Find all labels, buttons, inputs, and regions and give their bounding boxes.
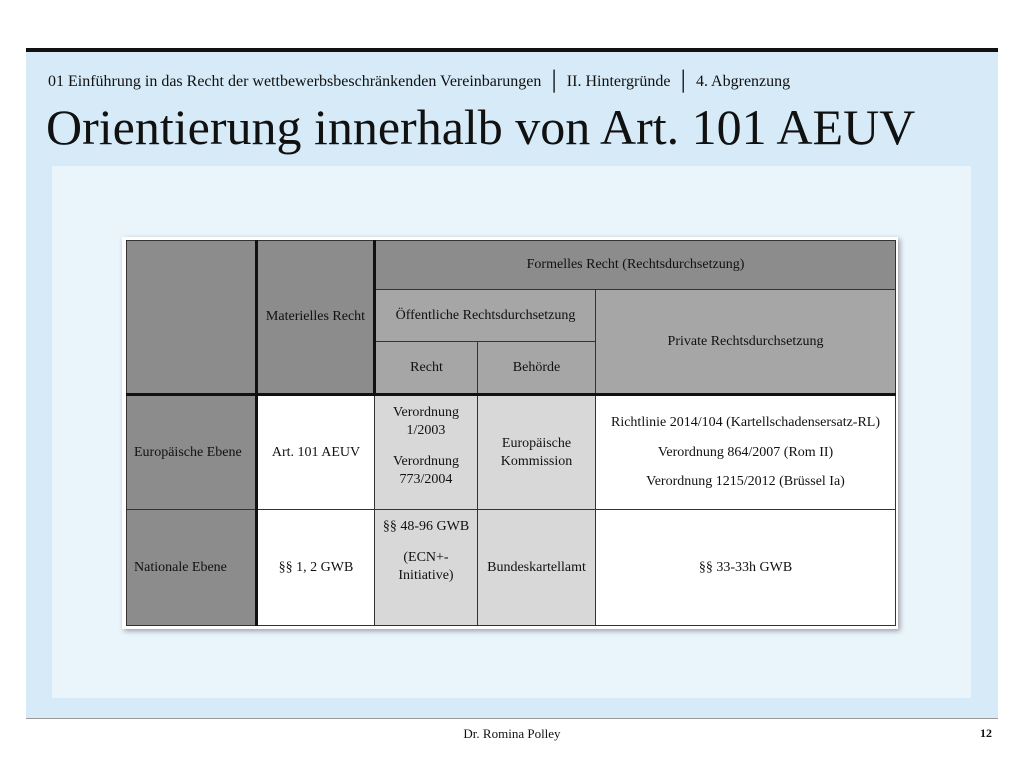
row-label-europaeische-ebene: Europäische Ebene xyxy=(127,395,257,509)
behoerde-eu: Europäische Kommission xyxy=(478,395,596,509)
recht-national-gwb: §§ 48-96 GWB xyxy=(382,518,470,534)
private-rechtsdurchsetzung-national: §§ 33-33h GWB xyxy=(596,509,896,625)
top-divider xyxy=(26,48,998,52)
privat-eu-rom-ii: Verordnung 864/2007 (Rom II) xyxy=(657,444,834,460)
breadcrumb-separator: │ xyxy=(547,71,561,92)
overview-table-frame xyxy=(122,237,898,629)
page-number: 12 xyxy=(980,726,992,740)
recht-national-ecn: (ECN+-Initiative) xyxy=(398,550,454,583)
recht-eu-verordnung-2: Verordnung 773/2004 xyxy=(392,454,460,487)
row-label-nationale-ebene: Nationale Ebene xyxy=(127,509,257,625)
header-behoerde: Behörde xyxy=(478,342,596,395)
footer-author: Dr. Romina Polley xyxy=(463,726,561,741)
corner-cell xyxy=(127,241,257,395)
behoerde-national: Bundeskartellamt xyxy=(478,509,596,625)
private-rechtsdurchsetzung-eu xyxy=(596,395,896,509)
recht-national xyxy=(375,509,478,625)
breadcrumb-subsection: 4. Abgrenzung xyxy=(695,73,791,90)
breadcrumb-section: II. Hintergründe xyxy=(566,73,671,90)
privat-eu-bruessel-ia: Verordnung 1215/2012 (Brüssel Ia) xyxy=(646,474,845,490)
header-oeffentliche-rechtsdurchsetzung: Öffentliche Rechtsdurchsetzung xyxy=(375,290,596,342)
materielles-recht-national: §§ 1, 2 GWB xyxy=(257,509,375,625)
recht-eu-verordnung-1: Verordnung 1/2003 xyxy=(392,405,460,438)
breadcrumb xyxy=(48,70,790,92)
breadcrumb-separator: │ xyxy=(676,71,690,92)
header-materielles-recht: Materielles Recht xyxy=(257,241,375,395)
recht-eu xyxy=(375,395,478,509)
overview-table xyxy=(126,240,896,626)
footer-divider xyxy=(26,718,998,719)
header-formelles-recht: Formelles Recht (Rechtsdurchsetzung) xyxy=(375,241,896,290)
materielles-recht-eu: Art. 101 AEUV xyxy=(257,395,375,509)
breadcrumb-chapter: 01 Einführung in das Recht der wettbewerbsbeschränkenden Vereinbarungen xyxy=(48,73,542,90)
header-recht: Recht xyxy=(375,342,478,395)
privat-eu-richtlinie: Richtlinie 2014/104 (Kartellschadensersatz-RL) xyxy=(610,415,881,431)
header-private-rechtsdurchsetzung: Private Rechtsdurchsetzung xyxy=(596,290,896,395)
page-title: Orientierung innerhalb von Art. 101 AEUV xyxy=(46,99,916,155)
